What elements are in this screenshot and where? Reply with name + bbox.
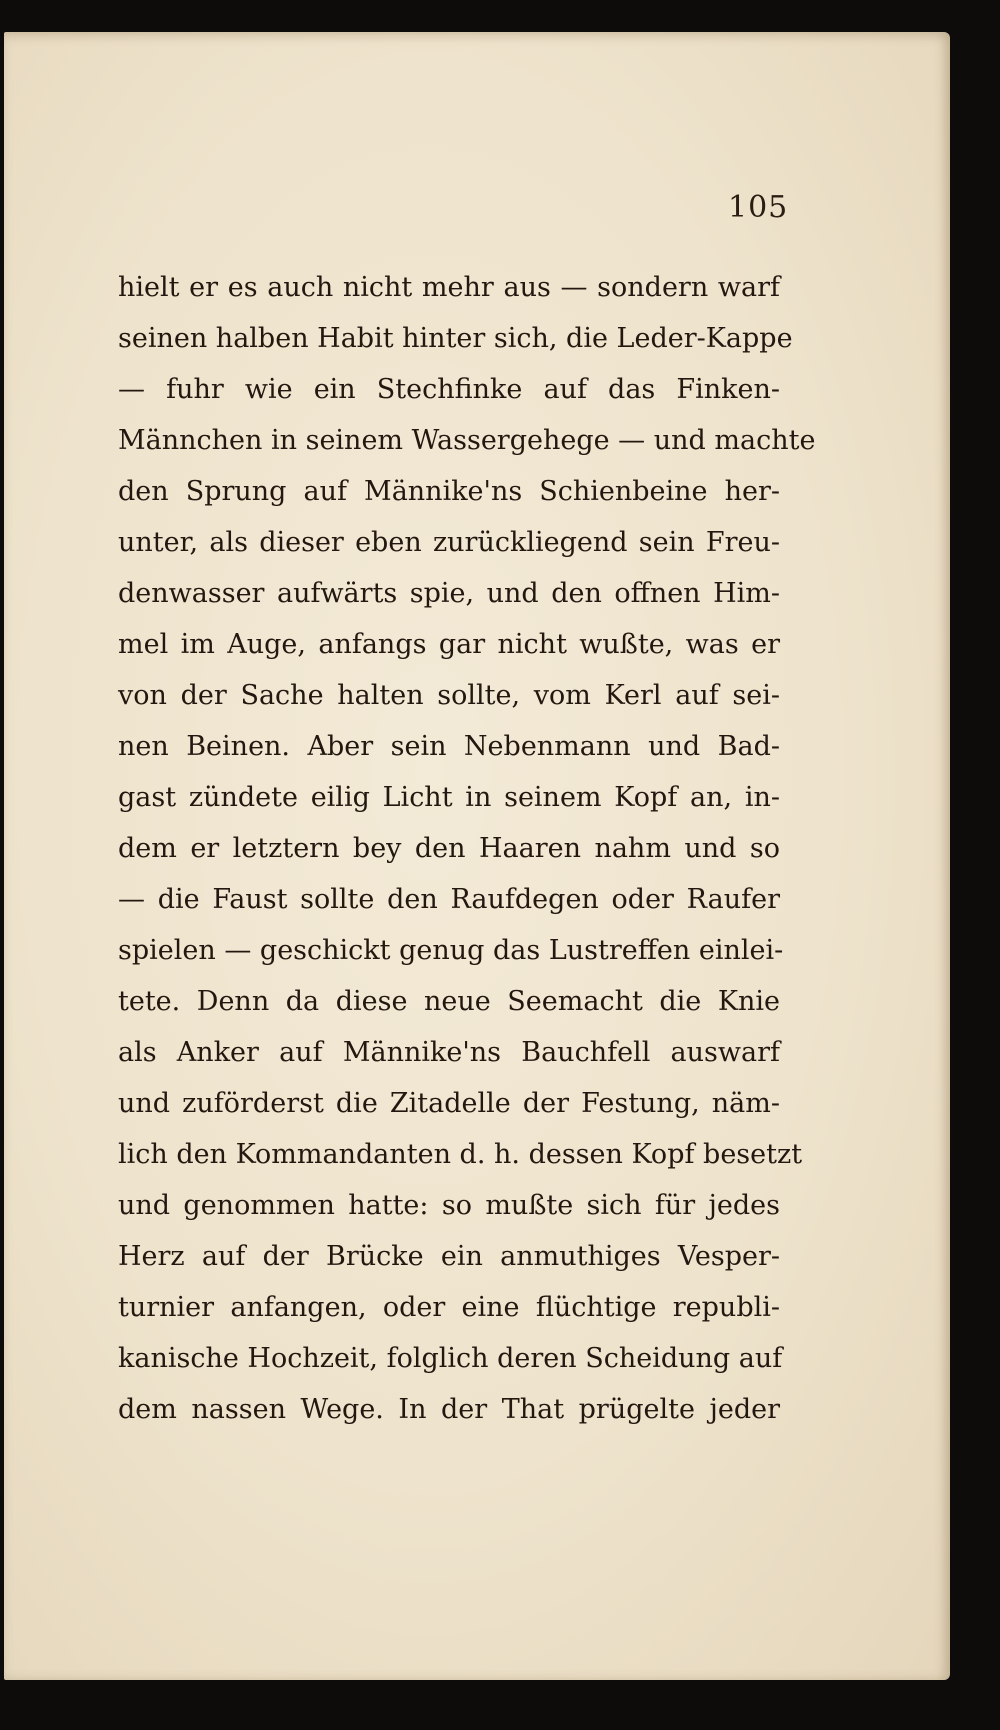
text-line: lich den Kommandanten d. h. dessen Kopf besetzt bbox=[118, 1139, 803, 1170]
text-line: Männchen in seinem Wassergehege — und machte bbox=[118, 425, 816, 456]
text-line: — die Faust sollte den Raufdegen oder Raufer bbox=[118, 884, 780, 915]
body-text bbox=[118, 262, 816, 1435]
text-line: tete. Denn da diese neue Seemacht die Knie bbox=[118, 986, 780, 1017]
text-line: turnier anfangen, oder eine flüchtige republi- bbox=[118, 1292, 780, 1323]
text-line: dem nassen Wege. In der That prügelte jeder bbox=[118, 1394, 780, 1425]
text-line: dem er letztern bey den Haaren nahm und so bbox=[118, 833, 780, 864]
text-line: hielt er es auch nicht mehr aus — sondern warf bbox=[118, 272, 780, 303]
text-line: von der Sache halten sollte, vom Kerl auf sei- bbox=[118, 680, 780, 711]
text-line: den Sprung auf Männike'ns Schienbeine her- bbox=[118, 476, 780, 507]
text-line: — fuhr wie ein Stechfinke auf das Finken- bbox=[118, 374, 780, 405]
text-line: denwasser aufwärts spie, und den offnen Him- bbox=[118, 578, 780, 609]
text-line: kanische Hochzeit, folglich deren Scheidung auf bbox=[118, 1343, 783, 1374]
text-line: nen Beinen. Aber sein Nebenmann und Bad- bbox=[118, 731, 780, 762]
text-line: und zuförderst die Zitadelle der Festung, näm- bbox=[118, 1088, 780, 1119]
text-line: mel im Auge, anfangs gar nicht wußte, was er bbox=[118, 629, 780, 660]
page-number: 105 bbox=[728, 190, 789, 225]
text-line: seinen halben Habit hinter sich, die Leder-Kappe bbox=[118, 323, 793, 354]
text-line: unter, als dieser eben zurückliegend sein Freu- bbox=[118, 527, 780, 558]
text-line: und genommen hatte: so mußte sich für jedes bbox=[118, 1190, 780, 1221]
text-line: Herz auf der Brücke ein anmuthiges Vesper- bbox=[118, 1241, 780, 1272]
text-line: spielen — geschickt genug das Lustreffen einlei- bbox=[118, 935, 784, 966]
text-line: gast zündete eilig Licht in seinem Kopf an, in- bbox=[118, 782, 780, 813]
text-line: als Anker auf Männike'ns Bauchfell auswarf bbox=[118, 1037, 780, 1068]
